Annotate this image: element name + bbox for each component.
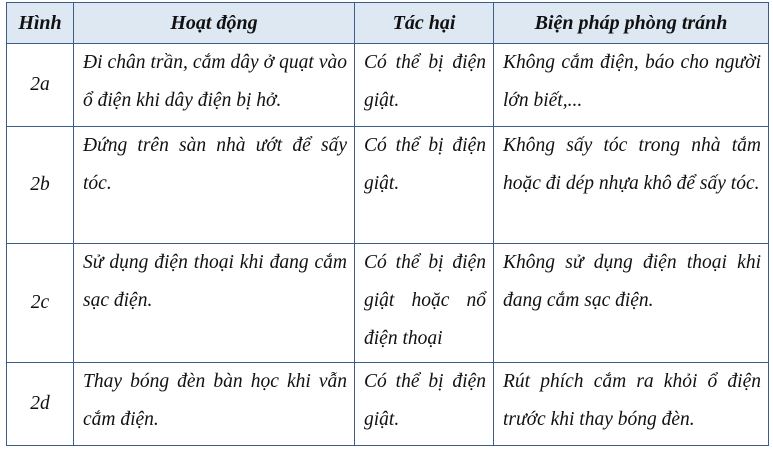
table-row: [7, 44, 769, 127]
figure-cell: 2d: [7, 363, 74, 446]
prevention-cell: Không cắm điện, báo cho người lớn biết,...: [494, 44, 769, 127]
header-figure: Hình: [7, 3, 74, 44]
harm-cell: Có thể bị điện giật.: [355, 44, 494, 127]
activity-cell: Đi chân trần, cắm dây ở quạt vào ổ điện khi dây điện bị hở.: [74, 44, 355, 127]
header-activity: Hoạt động: [74, 3, 355, 44]
header-harm: Tác hại: [355, 3, 494, 44]
figure-cell: 2c: [7, 244, 74, 363]
header-prevention: Biện pháp phòng tránh: [494, 3, 769, 44]
figure-cell: 2b: [7, 126, 74, 244]
table-header-row: [7, 3, 769, 44]
harm-cell: Có thể bị điện giật.: [355, 363, 494, 446]
harm-cell: Có thể bị điện giật hoặc nổ điện thoại: [355, 244, 494, 363]
figure-cell: 2a: [7, 44, 74, 127]
harm-cell: Có thể bị điện giật.: [355, 126, 494, 244]
activity-cell: Sử dụng điện thoại khi đang cắm sạc điện.: [74, 244, 355, 363]
electrical-safety-table: [6, 2, 769, 446]
table-row: [7, 244, 769, 363]
table-row: [7, 363, 769, 446]
table-row: [7, 126, 769, 244]
prevention-cell: Rút phích cắm ra khỏi ổ điện trước khi thay bóng đèn.: [494, 363, 769, 446]
prevention-cell: Không sử dụng điện thoại khi đang cắm sạc điện.: [494, 244, 769, 363]
prevention-cell: Không sấy tóc trong nhà tắm hoặc đi dép nhựa khô để sấy tóc.: [494, 126, 769, 244]
activity-cell: Thay bóng đèn bàn học khi vẫn cắm điện.: [74, 363, 355, 446]
activity-cell: Đứng trên sàn nhà ướt để sấy tóc.: [74, 126, 355, 244]
